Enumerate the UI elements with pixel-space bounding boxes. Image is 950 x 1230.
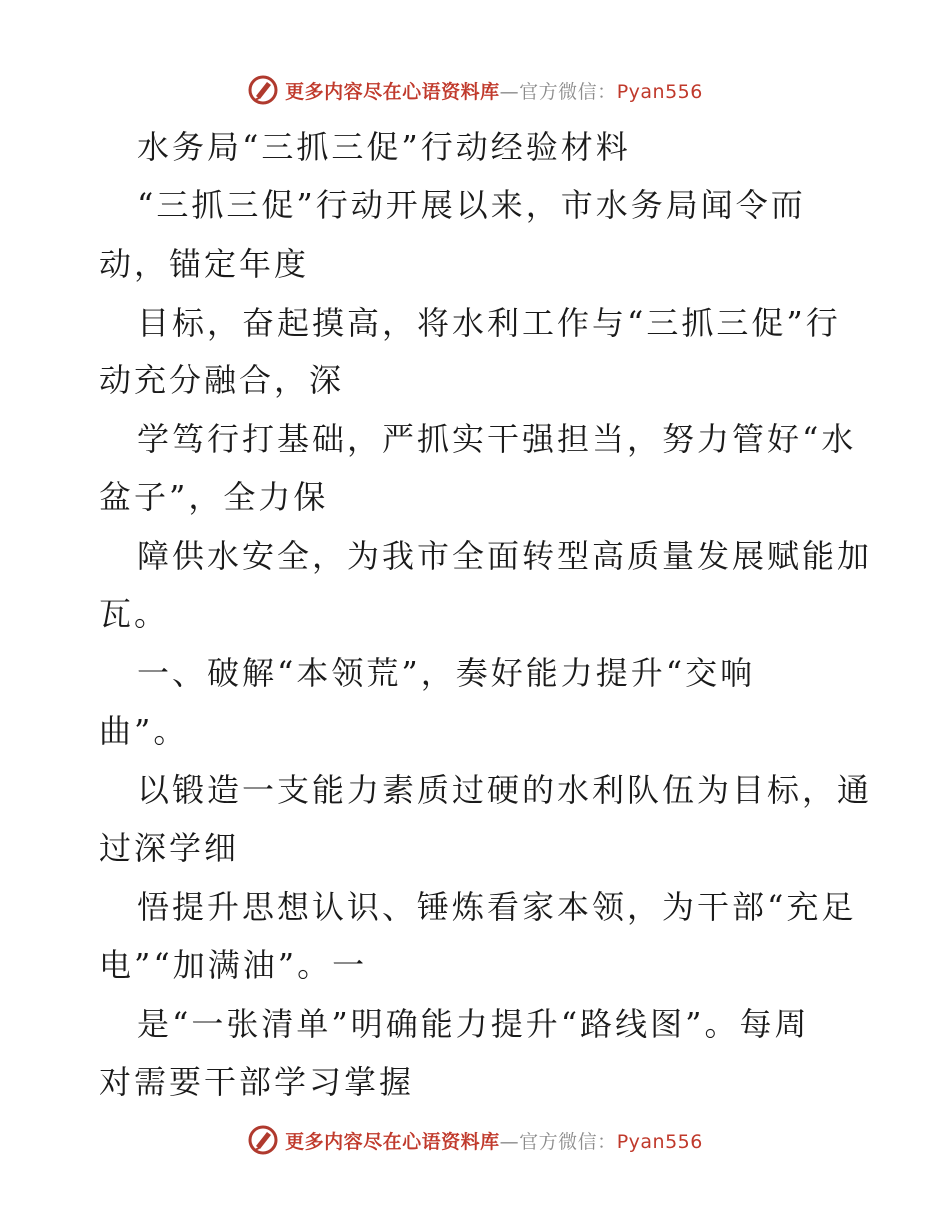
watermark-separator: — [499,1130,520,1153]
text-line: 曲”。 [99,712,189,750]
text-line: 过深学细 [99,829,240,867]
text-line: 对需要干部学习掌握 [99,1063,415,1101]
watermark-label: 官方微信： [519,80,617,103]
watermark-banner-bottom [0,1120,950,1160]
section-heading: 一、破解“本领荒”，奏好能力提升“交响 [137,654,756,692]
text-line: 是“一张清单”明确能力提升“路线图”。每周 [137,1005,810,1043]
text-line: 悟提升思想认识、锤炼看家本领，为干部“充足 [137,888,857,926]
watermark-id: Pyan556 [616,80,703,103]
text-line: 电”“加满油”。一 [99,946,368,984]
document-title: 水务局“三抓三促”行动经验材料 [137,128,631,166]
brand-logo-icon [247,1124,279,1156]
text-line: 动充分融合，深 [99,361,345,399]
watermark-label: 官方微信： [519,1130,617,1153]
text-line: 瓦。 [99,595,170,633]
text-line: 障供水安全，为我市全面转型高质量发展赋能加 [137,537,873,575]
text-line: 目标，奋起摸高，将水利工作与“三抓三促”行 [137,304,841,342]
text-line: 盆子”，全力保 [99,478,329,516]
text-line: 以锻造一支能力素质过硬的水利队伍为目标，通 [137,771,873,809]
text-line: “三抓三促”行动开展以来，市水务局闻令而 [137,186,806,224]
watermark-separator: — [499,80,520,103]
watermark-text [285,1127,703,1154]
watermark-main: 更多内容尽在心语资料库 [285,1130,500,1153]
text-line: 学笃行打基础，严抓实干强担当，努力管好“水 [137,420,857,458]
text-line: 动，锚定年度 [99,245,310,283]
watermark-id: Pyan556 [616,1130,703,1153]
watermark-main: 更多内容尽在心语资料库 [285,80,500,103]
